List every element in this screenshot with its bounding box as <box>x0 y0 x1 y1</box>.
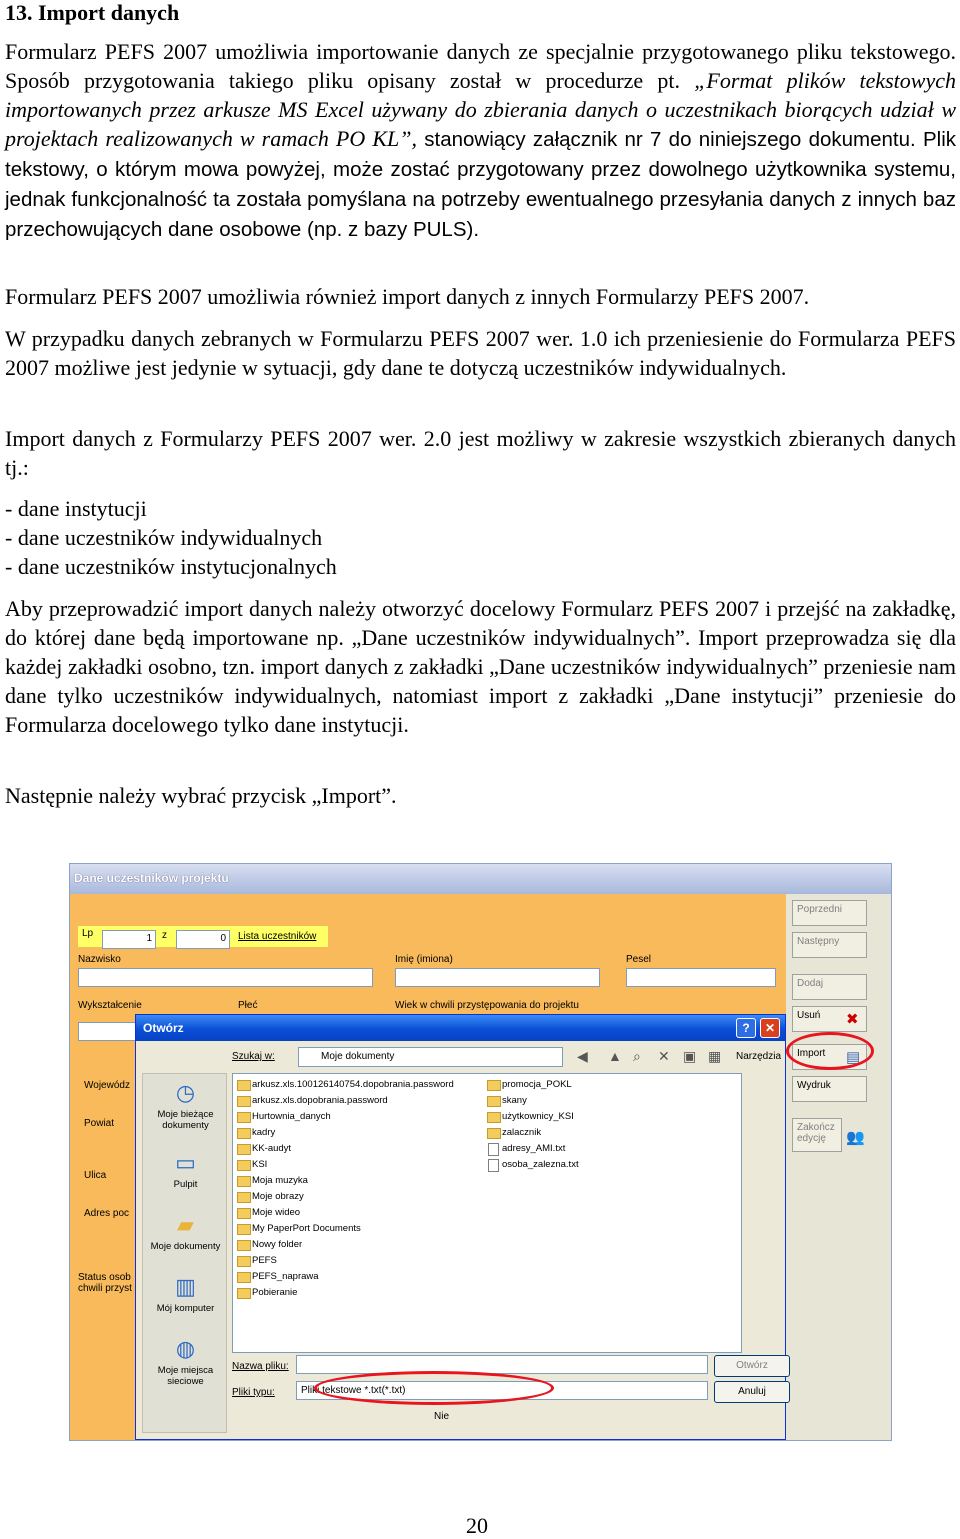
views-icon[interactable]: ▦ <box>708 1048 722 1064</box>
sex-label: Płeć <box>238 1000 258 1011</box>
paragraph-version-2: Import danych z Formularzy PEFS 2007 wer. 2.0 jest możliwy w zakresie wszystkich zbieranych danych tj.: <box>5 426 956 480</box>
filename-label: Nazwa pliku: <box>232 1361 289 1372</box>
text-file-note: Plik tekstowy, o którym mowa powyżej, może zostać przygotowany przez dowolnego użytkownika systemu, jednak funkcjonalność ta została pomyślana na potrzeby ewentualnego przesyłania danych z innych baz przechowujących dane osobowe (np. z bazy PULS). <box>5 128 957 241</box>
no-label: Nie <box>434 1411 450 1422</box>
delete-icon: ✖ <box>846 1011 859 1028</box>
list-item[interactable]: zalacznik <box>487 1126 541 1139</box>
paragraph-other-forms: Formularz PEFS 2007 umożliwia również import danych z innych Formularzy PEFS 2007. <box>5 284 810 309</box>
dialog-title: Otwórz <box>136 1015 785 1041</box>
list-item[interactable]: KSI <box>237 1158 267 1171</box>
list-item[interactable]: promocja_POKL <box>487 1078 572 1091</box>
network-icon: ◍ <box>175 1336 196 1361</box>
list-item[interactable]: Nowy folder <box>237 1238 302 1251</box>
desktop-icon: ▭ <box>175 1150 196 1175</box>
import-button[interactable]: Import <box>792 1044 867 1070</box>
file-list <box>232 1073 742 1353</box>
pesel-field[interactable] <box>626 968 776 987</box>
computer-icon: ▥ <box>175 1274 196 1299</box>
section-heading: 13. Import danych <box>5 0 180 25</box>
data-scope-list <box>5 494 337 581</box>
place-my-documents[interactable]: ▰ Moje dokumenty <box>150 1212 221 1252</box>
place-desktop[interactable]: ▭ Pulpit <box>143 1150 228 1190</box>
first-name-field[interactable] <box>395 968 600 987</box>
list-item[interactable]: PEFS <box>237 1254 277 1267</box>
list-item[interactable]: arkusz.xls.dopobrania.password <box>237 1094 388 1107</box>
intro-text: Formularz PEFS 2007 umożliwia importowanie danych ze specjalnie przygotowanego pliku tekstowego. Sposób przygotowania takiego pliku opisany został w procedurze pt. <box>5 39 956 93</box>
appendix-text: stanowiący załącznik nr 7 do niniejszego dokumentu. <box>416 128 916 151</box>
list-item[interactable]: arkusz.xls.100126140754.dopobrania.password <box>237 1078 454 1091</box>
list-item[interactable]: My PaperPort Documents <box>237 1222 361 1235</box>
lp-label: Lp <box>82 928 94 939</box>
next-button[interactable]: Następny <box>792 932 867 958</box>
list-item: - dane uczestników instytucjonalnych <box>5 554 337 579</box>
education-label: Wykształcenie <box>78 1000 142 1011</box>
filetype-select[interactable]: Pliki tekstowe *.txt(*.txt) <box>296 1381 708 1400</box>
list-item: - dane instytucji <box>5 496 147 521</box>
window-title: Dane uczestników projektu <box>70 864 891 894</box>
side-toolbar <box>786 894 891 1440</box>
list-item[interactable]: KK-audyt <box>237 1142 291 1155</box>
close-button[interactable]: ✕ <box>760 1018 780 1038</box>
surname-field[interactable] <box>78 968 373 987</box>
import-highlight-ring <box>786 1032 874 1070</box>
procedure-title: „Format plików tekstowych importowanych przez arkusze MS Excel używany do zbierania danych o uczestnikach biorących udział w projektach realizowanych w ramach PO KL”, <box>5 68 956 151</box>
place-network[interactable]: ◍ Moje miejsca sieciowe <box>157 1336 214 1387</box>
my-documents-icon: ▰ <box>177 1212 194 1237</box>
new-folder-icon[interactable]: ▣ <box>683 1048 697 1064</box>
tools-menu[interactable]: Narzędzia <box>736 1051 782 1062</box>
list-item[interactable]: Moje wideo <box>237 1206 300 1219</box>
list-item[interactable]: Moje obrazy <box>237 1190 304 1203</box>
filetype-highlight-ring <box>314 1371 554 1405</box>
surname-label: Nazwisko <box>78 954 121 965</box>
recent-documents-icon: ◷ <box>175 1080 196 1105</box>
voivodeship-label: Wojewódz <box>84 1080 130 1091</box>
place-my-computer[interactable]: ▥ Mój komputer <box>156 1274 215 1314</box>
add-button[interactable]: Dodaj <box>792 974 867 1000</box>
list-item[interactable]: adresy_AMI.txt <box>487 1142 565 1155</box>
lookin-value: Moje dokumenty <box>321 1051 395 1062</box>
page-number: 20 <box>466 1513 488 1538</box>
age-label: Wiek w chwili przystępowania do projektu <box>395 1000 579 1011</box>
place-recent[interactable]: ◷ Moje bieżące dokumenty <box>157 1080 214 1131</box>
paragraph-intro <box>5 37 956 244</box>
list-item[interactable]: PEFS_naprawa <box>237 1270 319 1283</box>
list-item[interactable]: Pobieranie <box>237 1286 297 1299</box>
first-name-label: Imię (imiona) <box>395 954 453 965</box>
lookin-label: Szukaj w: <box>232 1051 275 1062</box>
help-button[interactable]: ? <box>736 1018 756 1038</box>
search-icon[interactable]: ⌕ <box>633 1048 641 1064</box>
street-label: Ulica <box>84 1170 107 1181</box>
paragraph-version-1: W przypadku danych zebranych w Formularzu PEFS 2007 wer. 1.0 ich przeniesienie do Formularza PEFS 2007 możliwe jest jedynie w sytuacji, gdy dane te dotyczą uczestników indywidualnych. <box>5 326 956 380</box>
list-item[interactable]: Hurtownia_danych <box>237 1110 331 1123</box>
list-item[interactable]: użytkownicy_KSI <box>487 1110 574 1123</box>
open-button[interactable]: Otwórz <box>714 1355 790 1377</box>
pesel-label: Pesel <box>626 954 652 965</box>
z-label: z <box>162 930 167 941</box>
users-icon: 👥 <box>846 1129 865 1146</box>
participant-list-link[interactable]: Lista uczestników <box>238 931 317 942</box>
places-bar <box>142 1073 227 1433</box>
previous-button[interactable]: Poprzedni <box>792 900 867 926</box>
up-folder-icon[interactable]: ▲ <box>608 1048 622 1064</box>
list-item[interactable]: osoba_zalezna.txt <box>487 1158 579 1171</box>
screenshot-figure <box>69 863 892 1441</box>
paragraph-procedure: Aby przeprowadzić import danych należy otworzyć docelowy Formularz PEFS 2007 i przejść na zakładkę, do której dane będą importowane np. „Dane uczestników indywidualnych”. Import przeprowadza się dla każdej zakładki osobno, tzn. import danych z zakładki „Dane uczestników indywidualnych” przeniesie nam dane tylko uczestników indywidualnych, natomiast import z zakładki „Dane instytucji” przeniesie do Formularza docelowego tylko dane instytucji. <box>5 596 956 737</box>
list-item[interactable]: skany <box>487 1094 527 1107</box>
list-item[interactable]: Moja muzyka <box>237 1174 308 1187</box>
total-field: 0 <box>176 930 230 949</box>
filetype-label: Pliki typu: <box>232 1387 275 1398</box>
finish-edit-button[interactable]: Zakończ edycję <box>792 1118 842 1152</box>
paragraph-import-button: Następnie należy wybrać przycisk „Import”. <box>5 783 397 808</box>
import-icon: ▤ <box>846 1049 861 1066</box>
delete-button[interactable]: Usuń <box>792 1006 867 1032</box>
lp-field[interactable]: 1 <box>102 930 156 949</box>
status-label: Status osob chwili przyst <box>78 1272 132 1294</box>
postal-address-label: Adres poc <box>84 1208 130 1219</box>
cancel-button[interactable]: Anuluj <box>714 1381 790 1403</box>
list-item: - dane uczestników indywidualnych <box>5 525 323 550</box>
print-button[interactable]: Wydruk <box>792 1076 867 1102</box>
back-icon[interactable]: ◀ <box>577 1048 588 1064</box>
filename-input[interactable] <box>296 1355 708 1374</box>
lookin-select[interactable] <box>298 1047 563 1067</box>
open-file-dialog <box>135 1014 786 1440</box>
delete-icon[interactable]: ✕ <box>658 1048 670 1064</box>
list-item[interactable]: kadry <box>237 1126 275 1139</box>
district-label: Powiat <box>84 1118 115 1129</box>
